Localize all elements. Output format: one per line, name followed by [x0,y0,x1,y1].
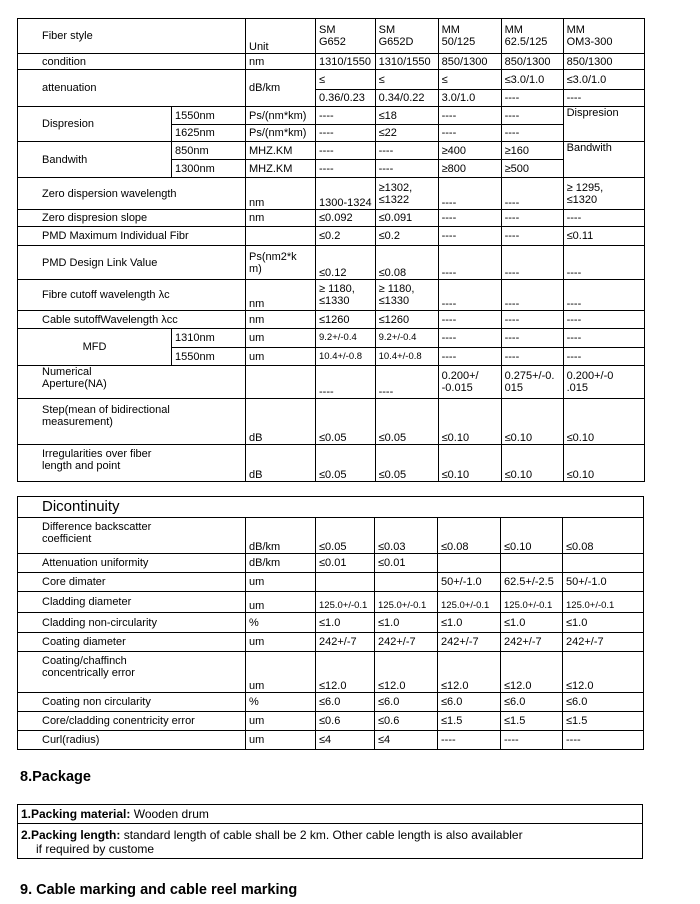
col-type: SM [319,24,336,36]
value-cell: ---- [501,125,563,142]
unit-cell: um [246,348,316,366]
packing-material-value: Wooden drum [130,807,209,821]
value-cell: 50+/-1.0 [438,573,501,592]
unit-cell: MHZ.KM [246,160,316,178]
value-cell: ≤6.0 [563,693,644,712]
value-cell: ≤6.0 [501,693,563,712]
col-header-50-125 [438,19,501,54]
discontinuity-row [18,652,644,693]
col-header-g652d [375,19,438,54]
value-cell: 0.34/0.22 [375,90,438,107]
row-label: condition [18,54,246,70]
value-cell: ≤6.0 [316,693,375,712]
value-cell: ≤12.0 [501,652,563,693]
value-cell: ≤12.0 [563,652,644,693]
value-cell: 0.275+/-0. 015 [501,366,563,399]
unit-cell: um [246,731,316,750]
value-cell: 125.0+/-0.1 [438,592,501,613]
value-cell: 50+/-1.0 [563,573,644,592]
attenuation-row [18,70,645,90]
value-cell: 242+/-7 [563,633,644,652]
unit-cell: % [246,613,316,633]
value-cell: ≤0.10 [438,399,501,445]
value-cell: ---- [438,227,501,246]
discontinuity-title-row [18,497,644,518]
unit-cell: um [246,573,316,592]
col-header-62-5-125 [501,19,563,54]
value-cell: Dispresion [563,107,644,142]
bandwidth-row [18,142,645,160]
value-cell: ≤12.0 [375,652,438,693]
fibre-cutoff-row [18,280,645,311]
mfd-row [18,329,645,348]
row-label: Coating diameter [18,633,246,652]
value-cell: ≤0.11 [563,227,644,246]
unit-cell: nm [246,54,316,70]
value-cell: ---- [375,366,438,399]
value-cell: ≤0.08 [438,518,501,554]
col-name: G652 [319,36,346,48]
row-label: Coating/chaffinch concentrically error [18,652,246,693]
packing-length-row [18,824,643,859]
discontinuity-row [18,731,644,750]
zero-wavelength-row [18,178,645,210]
value-cell: ---- [438,178,501,210]
value-cell: ---- [563,280,644,311]
value-cell: ≤0.10 [501,445,563,482]
value-cell: ≤0.2 [316,227,376,246]
col-name: 50/125 [441,36,476,48]
value-cell: ---- [563,329,644,348]
value-cell: ≤0.10 [563,445,644,482]
value-cell: 125.0+/-0.1 [501,592,563,613]
value-cell: ≤12.0 [438,652,501,693]
fiber-spec-table [17,18,645,482]
value-cell: ≤0.12 [316,246,376,280]
sub-label: 850nm [172,142,246,160]
col-type: MM [504,24,523,36]
package-heading: 8.Package [20,769,91,785]
row-label: Irregularities over fiber length and point [18,445,246,482]
row-label: Cladding diameter [18,592,246,613]
value-cell: ≤0.01 [316,554,375,573]
value-cell: ---- [501,731,563,750]
value-cell: ≤4 [375,731,438,750]
value-cell: ≥ 1180, ≤1330 [316,280,376,311]
unit-cell: dB/km [246,70,316,107]
value-cell: 0.200+/ -0.015 [438,366,501,399]
sub-label: 1625nm [172,125,246,142]
unit-cell: nm [246,280,316,311]
discontinuity-row [18,573,644,592]
value-cell: ≤0.05 [316,399,376,445]
value-cell: ≤1.5 [501,712,563,731]
value-cell: ≤0.10 [438,445,501,482]
value-cell: ≤3.0/1.0 [563,70,644,90]
row-label: Cable sutoffWavelength λcc [18,311,246,329]
value-cell: ---- [438,731,501,750]
value-cell: 850/1300 [563,54,644,70]
value-cell [375,573,438,592]
unit-cell [246,366,316,399]
value-cell: 10.4+/-0.8 [375,348,438,366]
value-cell: ≤ [375,70,438,90]
value-cell: 125.0+/-0.1 [375,592,438,613]
col-name: G652D [378,36,414,48]
row-label: Fibre cutoff wavelength λc [18,280,246,311]
value-cell: ≤1.0 [501,613,563,633]
unit-cell: Ps(nm2*k m) [246,246,316,280]
value-cell: ≤0.6 [375,712,438,731]
unit-cell: dB/km [246,554,316,573]
row-label: Core dimater [18,573,246,592]
value-cell: ≤ [316,70,376,90]
na-row [18,366,645,399]
discontinuity-row [18,592,644,613]
header-row [18,19,645,54]
unit-header: Unit [246,19,316,54]
value-cell: ≤0.091 [375,210,438,227]
marking-heading: 9. Cable marking and cable reel marking [20,882,298,898]
pmd-link-row [18,246,645,280]
value-cell: 62.5+/-2.5 [501,573,563,592]
value-cell: ≤0.03 [375,518,438,554]
value-cell [316,573,375,592]
row-label: Difference backscatter coefficient [18,518,246,554]
sub-label: 1550nm [172,348,246,366]
value-cell: ≤12.0 [316,652,375,693]
value-cell: ---- [375,160,438,178]
row-label: Dispresion [18,107,172,142]
value-cell: ≥500 [501,160,563,178]
value-cell: ---- [316,107,376,125]
value-cell: ---- [501,348,563,366]
unit-cell: Ps/(nm*km) [246,107,316,125]
condition-row [18,54,645,70]
value-cell: ---- [438,246,501,280]
value-cell: ≤0.05 [375,399,438,445]
value-cell: 242+/-7 [501,633,563,652]
discontinuity-table [17,496,644,750]
value-cell: ≤1.0 [316,613,375,633]
value-cell: ≤1.5 [563,712,644,731]
value-cell: ≤1260 [316,311,376,329]
packing-length-note: if required by custome [36,842,155,856]
row-label: Attenuation uniformity [18,554,246,573]
discontinuity-row [18,633,644,652]
value-cell: ≤1.0 [438,613,501,633]
value-cell: ---- [501,178,563,210]
col-type: SM [378,24,396,36]
value-cell: ≤0.05 [316,518,375,554]
value-cell [563,554,644,573]
value-cell: ≤1.0 [375,613,438,633]
pmd-individual-row [18,227,645,246]
package-table [17,804,643,859]
value-cell: Bandwith [563,142,644,178]
value-cell: ≤ [438,70,501,90]
value-cell: ---- [501,227,563,246]
col-header-g652 [316,19,376,54]
value-cell [501,554,563,573]
value-cell: 10.4+/-0.8 [316,348,376,366]
value-cell: ≤0.01 [375,554,438,573]
value-cell: ---- [563,90,644,107]
value-cell: ---- [316,142,376,160]
value-cell: ---- [501,210,563,227]
value-cell: ---- [563,311,644,329]
row-label: MFD [18,329,172,366]
zero-slope-row [18,210,645,227]
discontinuity-row [18,554,644,573]
value-cell: 125.0+/-0.1 [563,592,644,613]
row-label: Curl(radius) [18,731,246,750]
discontinuity-title: Dicontinuity [18,497,644,518]
packing-material-row [18,805,643,824]
value-cell: ≤3.0/1.0 [501,70,563,90]
value-cell: ---- [438,107,501,125]
unit-cell: dB [246,399,316,445]
value-cell: ≥ 1180, ≤1330 [375,280,438,311]
row-label: Cladding non-circularity [18,613,246,633]
value-cell: ---- [501,90,563,107]
unit-cell: um [246,712,316,731]
value-cell: 0.36/0.23 [316,90,376,107]
value-cell: 242+/-7 [316,633,375,652]
value-cell: ---- [501,107,563,125]
discontinuity-row [18,613,644,633]
unit-cell: dB/km [246,518,316,554]
cable-cutoff-row [18,311,645,329]
row-label: Core/cladding conentricity error [18,712,246,731]
value-cell: ---- [316,160,376,178]
packing-material-label: 1.Packing material: [21,807,131,821]
col-name: OM3-300 [566,36,613,48]
value-cell: ≤0.6 [316,712,375,731]
value-cell: ≤18 [375,107,438,125]
unit-cell: nm [246,210,316,227]
col-header-om3-300 [563,19,644,54]
unit-cell: um [246,633,316,652]
discontinuity-row [18,712,644,731]
value-cell: ---- [501,311,563,329]
value-cell: ≤0.05 [375,445,438,482]
unit-cell: um [246,592,316,613]
value-cell: ≤1260 [375,311,438,329]
packing-length-value: standard length of cable shall be 2 km. Other cable length is also availabler [120,828,523,842]
value-cell: ≤0.10 [501,399,563,445]
value-cell: ≤0.08 [375,246,438,280]
row-label: PMD Maximum Individual Fibr [18,227,246,246]
value-cell: ≥400 [438,142,501,160]
value-cell: ---- [438,210,501,227]
sub-label: 1310nm [172,329,246,348]
value-cell: ≤0.05 [316,445,376,482]
value-cell: ≤4 [316,731,375,750]
fiber-style-label: Fiber style [18,19,246,54]
value-cell: ---- [501,246,563,280]
value-cell: ≤6.0 [438,693,501,712]
value-cell: ---- [563,348,644,366]
sub-label: 1550nm [172,107,246,125]
unit-cell: um [246,652,316,693]
value-cell: ≥800 [438,160,501,178]
value-cell: ≤0.08 [563,518,644,554]
value-cell: ≤6.0 [375,693,438,712]
unit-cell [246,227,316,246]
value-cell: ≤22 [375,125,438,142]
unit-cell: MHZ.KM [246,142,316,160]
value-cell: ≤0.092 [316,210,376,227]
unit-cell: % [246,693,316,712]
row-label: Bandwith [18,142,172,178]
value-cell: ---- [501,329,563,348]
sub-label: 1300nm [172,160,246,178]
row-label: Zero dispersion wavelength [18,178,246,210]
value-cell: ---- [438,329,501,348]
value-cell: ---- [563,246,644,280]
value-cell: ---- [375,142,438,160]
value-cell: ≤0.10 [563,399,644,445]
row-label: Zero dispresion slope [18,210,246,227]
step-row [18,399,645,445]
value-cell: ≥160 [501,142,563,160]
value-cell: ---- [438,280,501,311]
discontinuity-row [18,693,644,712]
value-cell: ≤1.5 [438,712,501,731]
col-name: 62.5/125 [504,36,548,48]
value-cell: ---- [438,311,501,329]
value-cell: ≥ 1295, ≤1320 [563,178,644,210]
value-cell: ≥1302, ≤1322 [375,178,438,210]
value-cell: 0.200+/-0 .015 [563,366,644,399]
row-label: Coating non circularity [18,693,246,712]
value-cell: 242+/-7 [375,633,438,652]
value-cell: ---- [316,125,376,142]
value-cell: 3.0/1.0 [438,90,501,107]
value-cell: 1310/1550 [316,54,376,70]
row-label: PMD Design Link Value [18,246,246,280]
col-type: MM [441,24,460,36]
value-cell: 9.2+/-0.4 [375,329,438,348]
value-cell: ≤1.0 [563,613,644,633]
value-cell: 125.0+/-0.1 [316,592,375,613]
value-cell: ≤0.2 [375,227,438,246]
row-label: Step(mean of bidirectional measurement) [18,399,246,445]
dispersion-row [18,107,645,125]
unit-cell: nm [246,311,316,329]
unit-cell: um [246,329,316,348]
discontinuity-row [18,518,644,554]
row-label: Numerical Aperture(NA) [18,366,246,399]
row-label: attenuation [18,70,246,107]
value-cell: ≤0.10 [501,518,563,554]
unit-cell: dB [246,445,316,482]
value-cell: ---- [563,731,644,750]
value-cell: ---- [438,125,501,142]
col-type: MM [566,24,585,36]
value-cell: 242+/-7 [438,633,501,652]
value-cell: 1310/1550 [375,54,438,70]
value-cell: ---- [563,210,644,227]
value-cell: 850/1300 [438,54,501,70]
unit-cell: nm [246,178,316,210]
value-cell [438,554,501,573]
value-cell: 1300-1324 [316,178,376,210]
value-cell: 850/1300 [501,54,563,70]
packing-length-label: 2.Packing length: [21,828,121,842]
value-cell: 9.2+/-0.4 [316,329,376,348]
value-cell: ---- [316,366,376,399]
value-cell: ---- [438,348,501,366]
irregularities-row [18,445,645,482]
value-cell: ---- [501,280,563,311]
unit-cell: Ps/(nm*km) [246,125,316,142]
